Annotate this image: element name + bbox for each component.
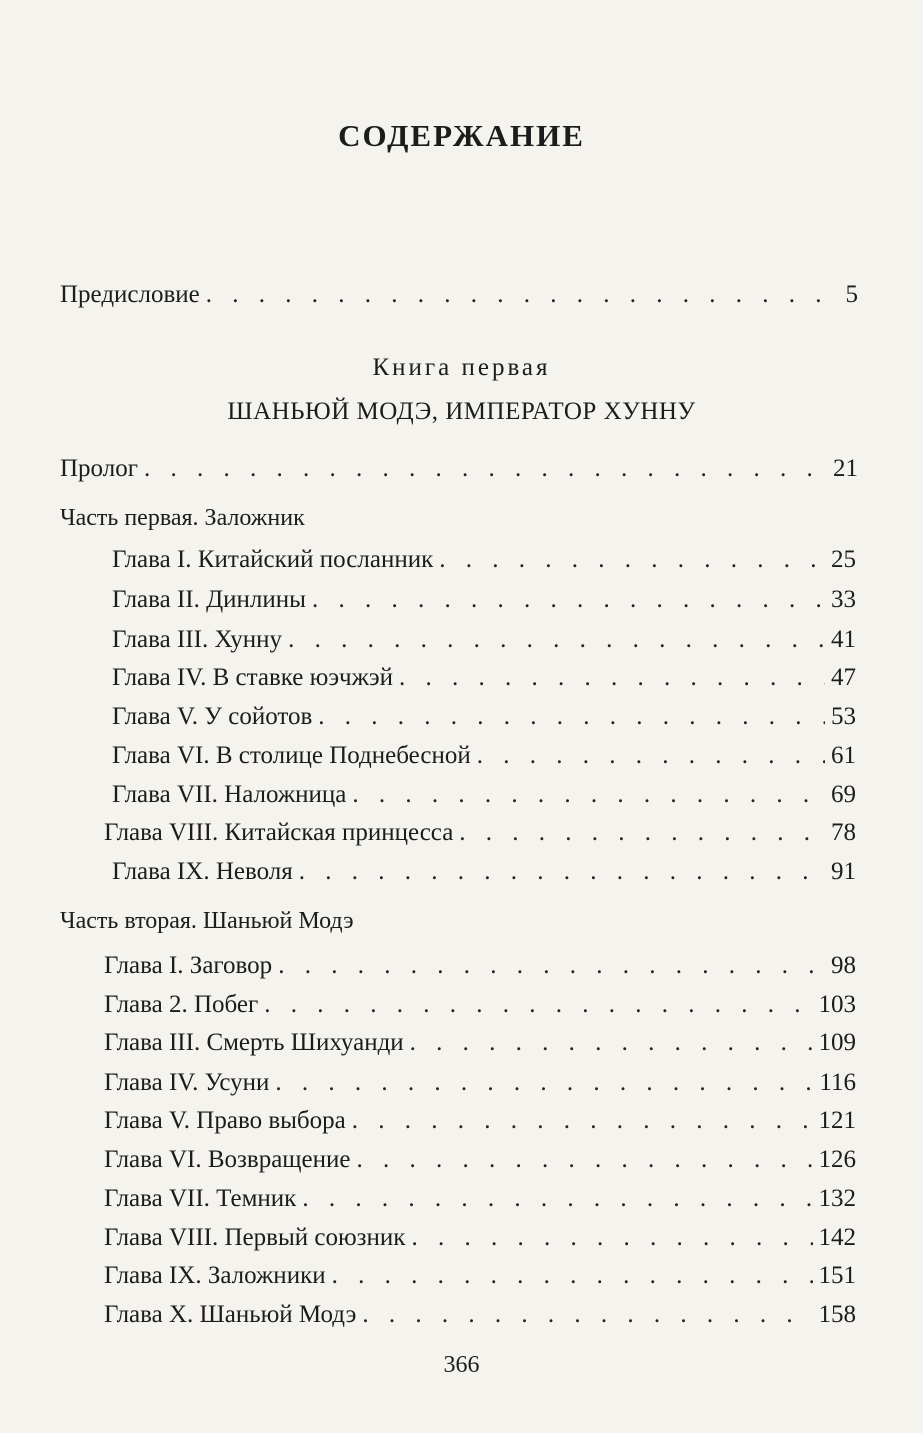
toc-entry-chapter bbox=[112, 855, 856, 889]
toc-entry-page: 21 bbox=[833, 455, 858, 482]
toc-entry-title: Пролог bbox=[60, 455, 138, 482]
toc-entry-preface bbox=[60, 278, 858, 312]
toc-entry-chapter bbox=[104, 816, 856, 850]
dot-leader bbox=[439, 543, 825, 577]
toc-entry-page: 53 bbox=[831, 703, 856, 730]
book-label: Книга первая bbox=[372, 354, 551, 381]
toc-entry-page: 121 bbox=[818, 1107, 856, 1134]
dot-leader bbox=[459, 816, 825, 850]
toc-entry-title: Глава VII. Наложница bbox=[112, 781, 347, 808]
toc-entry-title: Глава I. Китайский посланник bbox=[112, 546, 434, 573]
toc-entry-page: 61 bbox=[831, 742, 856, 769]
toc-entry-chapter bbox=[104, 1143, 856, 1177]
toc-entry-page: 33 bbox=[831, 586, 856, 613]
dot-leader bbox=[312, 583, 825, 617]
part-title: Часть первая. Заложник bbox=[60, 505, 305, 531]
dot-leader bbox=[477, 739, 825, 773]
toc-entry-title: Глава IX. Неволя bbox=[112, 858, 293, 885]
toc-entry-page: 103 bbox=[818, 991, 856, 1018]
dot-leader bbox=[278, 949, 825, 983]
toc-entry-page: 78 bbox=[831, 819, 856, 846]
toc-entry-chapter bbox=[104, 1066, 856, 1100]
toc-entry-title: Глава IV. Усуни bbox=[104, 1069, 270, 1096]
toc-entry-title: Глава IX. Заложники bbox=[104, 1262, 326, 1289]
toc-entry-title: Глава VIII. Первый союзник bbox=[104, 1224, 406, 1251]
book-subtitle: ШАНЬЮЙ МОДЭ, ИМПЕРАТОР ХУННУ bbox=[227, 398, 696, 425]
dot-leader bbox=[332, 1259, 813, 1293]
toc-entry-title: Глава VII. Темник bbox=[104, 1185, 297, 1212]
part-title: Часть вторая. Шаньюй Модэ bbox=[60, 908, 354, 934]
toc-entry-page: 41 bbox=[831, 626, 856, 653]
toc-entry-chapter bbox=[112, 739, 856, 773]
toc-entry-page: 158 bbox=[818, 1301, 856, 1328]
toc-entry-chapter bbox=[104, 1221, 856, 1255]
toc-entry-title: Глава II. Динлины bbox=[112, 586, 306, 613]
toc-entry-title: Глава IV. В ставке юэчжэй bbox=[112, 664, 394, 691]
toc-entry-title: Глава X. Шаньюй Модэ bbox=[104, 1301, 357, 1328]
toc-entry-chapter bbox=[112, 700, 856, 734]
toc-entry-chapter bbox=[112, 623, 856, 657]
dot-leader bbox=[206, 278, 840, 312]
dot-leader bbox=[399, 661, 825, 695]
dot-leader bbox=[144, 452, 827, 486]
toc-entry-chapter bbox=[104, 1026, 856, 1060]
toc-entry-title: Глава V. У сойотов bbox=[112, 703, 313, 730]
dot-leader bbox=[275, 1066, 813, 1100]
toc-entry-chapter bbox=[104, 949, 856, 983]
toc-entry-title: Глава V. Право выбора bbox=[104, 1107, 346, 1134]
toc-entry-chapter bbox=[104, 1259, 856, 1293]
toc-entry-title: Глава VI. В столице Поднебесной bbox=[112, 742, 471, 769]
toc-entry-page: 126 bbox=[818, 1146, 856, 1173]
toc-entry-title: Глава VI. Возвращение bbox=[104, 1146, 351, 1173]
toc-entry-chapter bbox=[112, 778, 856, 812]
toc-entry-page: 109 bbox=[818, 1029, 856, 1056]
dot-leader bbox=[352, 778, 825, 812]
toc-entry-page: 142 bbox=[818, 1224, 856, 1251]
dot-leader bbox=[302, 1182, 812, 1216]
dot-leader bbox=[264, 988, 812, 1022]
dot-leader bbox=[352, 1104, 813, 1138]
toc-entry-prologue bbox=[60, 452, 858, 486]
toc-entry-chapter bbox=[112, 661, 856, 695]
dot-leader bbox=[410, 1026, 813, 1060]
dot-leader bbox=[299, 855, 825, 889]
toc-entry-page: 25 bbox=[831, 546, 856, 573]
dot-leader bbox=[288, 623, 825, 657]
toc-entry-page: 116 bbox=[819, 1069, 856, 1096]
toc-entry-title: Предисловие bbox=[60, 281, 200, 308]
toc-entry-page: 47 bbox=[831, 664, 856, 691]
toc-entry-title: Глава I. Заговор bbox=[104, 952, 273, 979]
toc-entry-chapter bbox=[104, 1104, 856, 1138]
dot-leader bbox=[318, 700, 825, 734]
toc-entry-page: 69 bbox=[831, 781, 856, 808]
toc-entry-page: 5 bbox=[845, 281, 858, 308]
dot-leader bbox=[357, 1143, 813, 1177]
toc-entry-title: Глава III. Хунну bbox=[112, 626, 283, 653]
toc-entry-page: 151 bbox=[818, 1262, 856, 1289]
dot-leader bbox=[411, 1221, 812, 1255]
toc-entry-page: 91 bbox=[831, 858, 856, 885]
toc-entry-chapter bbox=[104, 1182, 856, 1216]
toc-entry-chapter bbox=[104, 988, 856, 1022]
toc-entry-title: Глава 2. Побег bbox=[104, 991, 259, 1018]
toc-entry-chapter bbox=[112, 583, 856, 617]
dot-leader bbox=[362, 1298, 812, 1332]
toc-entry-title: Глава III. Смерть Шихуанди bbox=[104, 1029, 404, 1056]
toc-entry-chapter bbox=[112, 543, 856, 577]
page-number: 366 bbox=[443, 1352, 480, 1378]
toc-entry-chapter bbox=[104, 1298, 856, 1332]
toc-entry-title: Глава VIII. Китайская принцесса bbox=[104, 819, 454, 846]
toc-entry-page: 98 bbox=[831, 952, 856, 979]
page-title: СОДЕРЖАНИЕ bbox=[338, 118, 585, 153]
toc-entry-page: 132 bbox=[818, 1185, 856, 1212]
